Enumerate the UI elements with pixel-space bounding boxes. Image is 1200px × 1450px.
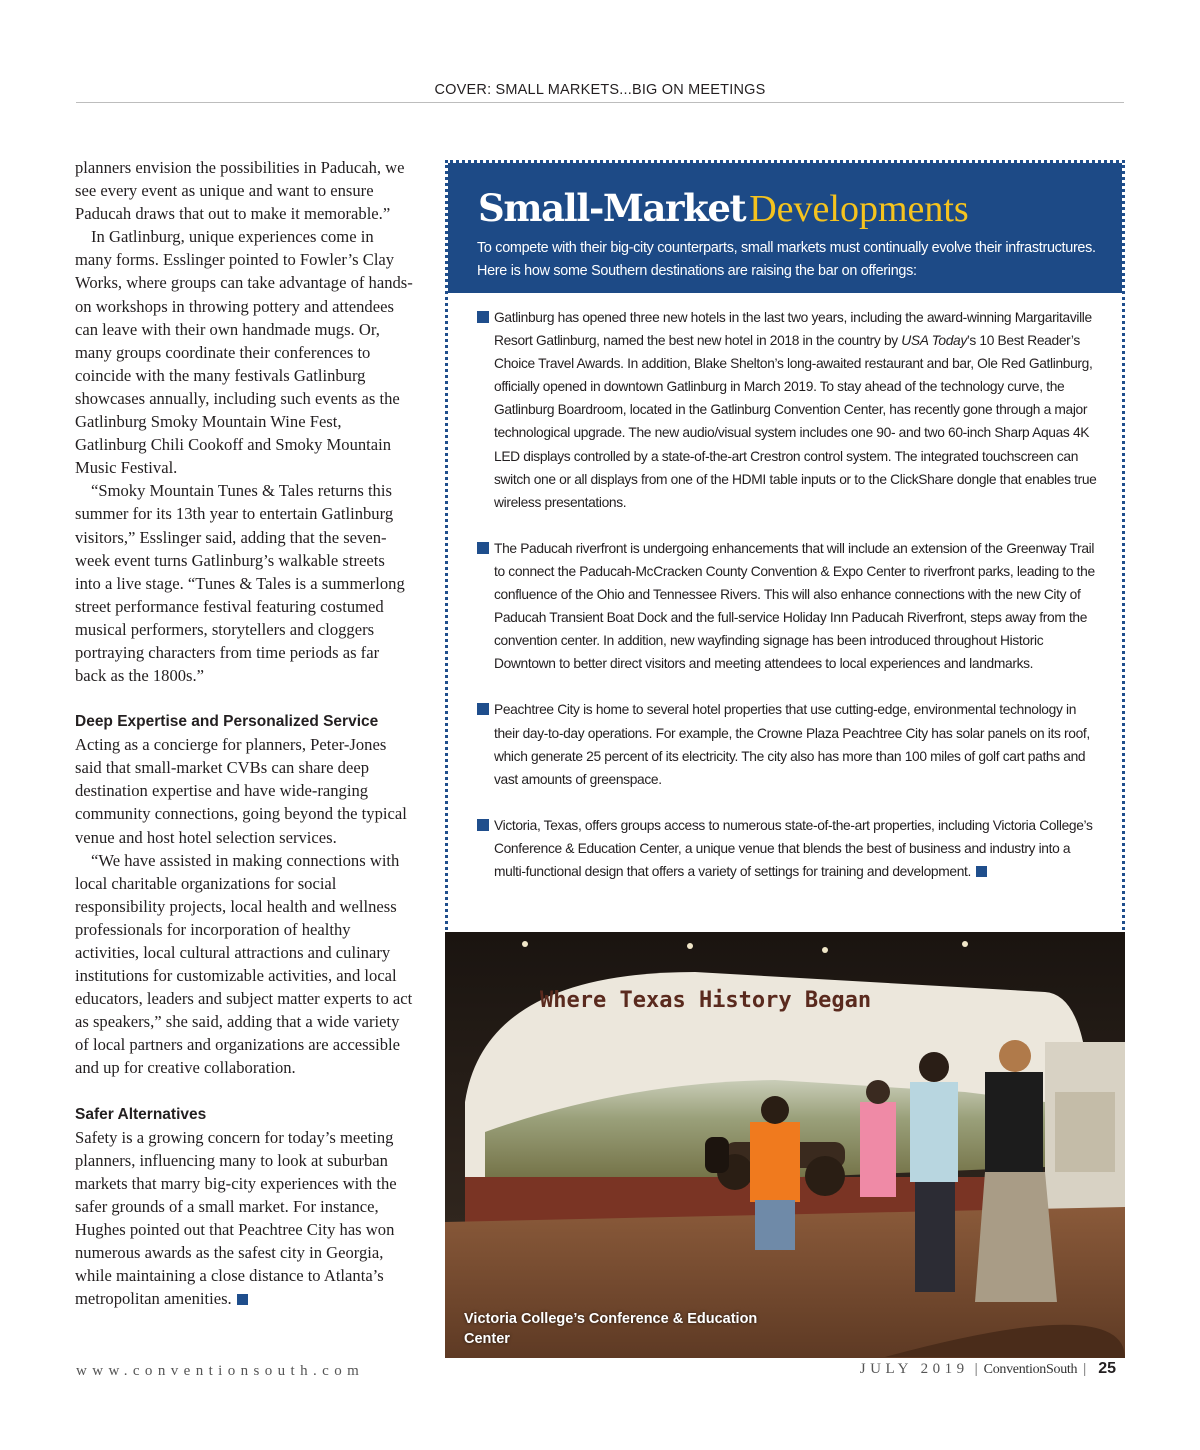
square-bullet-icon xyxy=(477,311,489,323)
item-text: Gatlinburg has opened three new hotels in the last two years, including the award-winning Margaritaville Resort Gatlinburg, named the best new hotel in 2018 in the country by xyxy=(494,310,1092,349)
photo-illustration xyxy=(445,932,1125,1358)
list-item xyxy=(477,537,1102,676)
square-bullet-icon xyxy=(477,542,489,554)
item-text: Victoria, Texas, offers groups access to numerous state-of-the-art properties, including Victoria College’s Conference & Education Center, a unique venue that blends the best of business and industry into a multi-functional design that offers a variety of settings for training and development. xyxy=(494,817,1093,879)
running-header: COVER: SMALL MARKETS...BIG ON MEETINGS xyxy=(434,82,766,98)
list-item xyxy=(477,814,1102,883)
header-rule xyxy=(76,102,1124,103)
sidebar-intro: To compete with their big-city counterparts, small markets must continually evolve their infrastructures. Here is how some Southern destinations are raising the bar on offerings: xyxy=(477,240,1096,279)
footer-separator: | xyxy=(974,1361,978,1377)
end-mark-icon xyxy=(237,1294,248,1305)
publication-name: USA Today xyxy=(901,333,967,349)
item-text: Peachtree City is home to several hotel properties that use cutting-edge, environmental technology in their day-to-day operations. For example, the Crowne Plaza Peachtree City has solar panels on its roof, which generate 25 percent of its electricity. The city also has more than 100 miles of golf cart paths and vast amounts of greenspace. xyxy=(494,702,1090,787)
venue-photo xyxy=(445,932,1125,1358)
sidebar-list xyxy=(477,306,1102,906)
sidebar-title xyxy=(478,186,969,232)
paragraph: “Smoky Mountain Tunes & Tales returns this summer for its 13th year to entertain Gatlinburg visitors,” Esslinger said, adding that the seven-week event turns Gatlinburg’s walkable streets into a live stage. “Tunes & Tales is a summerlong street performance festival featuring costumed musical performers, storytellers and cloggers portraying characters from time periods as far back as the 1800s.” xyxy=(75,481,405,686)
square-bullet-icon xyxy=(477,703,489,715)
square-bullet-icon xyxy=(477,819,489,831)
sidebar-title-light: Developments xyxy=(749,188,969,230)
page-number: 25 xyxy=(1098,1360,1116,1377)
footer-separator: | xyxy=(1083,1361,1087,1377)
end-mark-icon xyxy=(976,866,987,877)
footer-folio xyxy=(860,1360,1116,1378)
footer-website: www.conventionsouth.com xyxy=(76,1363,365,1379)
list-item xyxy=(477,698,1102,790)
paragraph: Acting as a concierge for planners, Peter-Jones said that small-market CVBs can share deep destination expertise and have wide-ranging community connections, going beyond the typical venue and host hotel selection services. xyxy=(75,735,407,847)
publication-brand: ConventionSouth xyxy=(983,1362,1078,1377)
subheading: Safer Alternatives xyxy=(75,1105,207,1123)
list-item xyxy=(477,306,1102,514)
paragraph-text: Safety is a growing concern for today’s meeting planners, influencing many to look at suburban markets that marry big-city experiences with the safer grounds of a small market. For instance, Hughes pointed out that Peachtree City has won numerous awards as the safest city in Georgia, while maintaining a close distance to Atlanta’s metropolitan amenities. xyxy=(75,1127,397,1309)
paragraph: “We have assisted in making connections with local charitable organizations for social responsibility projects, local health and wellness professionals for incorporation of healthy activities, local cultural attractions and culinary institutions for customizable activities, and local educators, leaders and subject matter experts to act as speakers,” she said, adding that a wide variety of local partners and organizations are accessible and up for creative collaboration. xyxy=(75,850,413,1078)
article-column xyxy=(75,156,413,1310)
sidebar-title-bold: Small-Market xyxy=(478,186,746,230)
issue-date: JULY 2019 xyxy=(859,1361,969,1377)
paragraph: In Gatlinburg, unique experiences come in many forms. Esslinger pointed to Fowler’s Clay Works, where groups can take advantage of hands-on workshops in throwing pottery and attendees can leave with their own handmade mugs. Or, many groups coordinate their conferences to coincide with the many festivals Gatlinburg showcases annually, including such events as the Gatlinburg Smoky Mountain Wine Fest, Gatlinburg Chili Cookoff and Smoky Mountain Music Festival. xyxy=(75,227,413,478)
item-text: ’s 10 Best Reader’s Choice Travel Awards. In addition, Blake Shelton’s long-awaited restaurant and bar, Ole Red Gatlinburg, officially opened in downtown Gatlinburg in March 2019. To stay ahead of the technology curve, the Gatlinburg Boardroom, located in the Gatlinburg Convention Center, has recently gone through a major technological upgrade. The new audio/visual system includes one 90- and two 60-inch Sharp Aquas 4K LED displays controlled by a state-of-the-art Crestron control system. The integrated touchscreen can switch one or all displays from one of the HDMI table inputs or to the ClickShare dongle that enables true wireless presentations. xyxy=(494,333,1097,510)
item-text: The Paducah riverfront is undergoing enhancements that will include an extension of the Greenway Trail to connect the Paducah-McCracken County Convention & Expo Center to riverfront parks, leading to the confluence of the Ohio and Tennessee Rivers. This will also enhance connections with the new City of Paducah Transient Boat Dock and the full-service Holiday Inn Paducah Riverfront, steps away from the convention center. In addition, new wayfinding signage has been introduced throughout Historic Downtown to better direct visitors and meeting attendees to local experiences and landmarks. xyxy=(494,540,1095,672)
wall-text: Where Texas History Began xyxy=(540,988,872,1013)
paragraph: planners envision the possibilities in Paducah, we see every event as unique and want to ensure Paducah draws that out to make it memorable.” xyxy=(75,158,405,224)
subheading: Deep Expertise and Personalized Service xyxy=(75,713,379,731)
photo-caption: Victoria College’s Conference & Education Center xyxy=(464,1311,758,1347)
paragraph xyxy=(75,1126,413,1311)
